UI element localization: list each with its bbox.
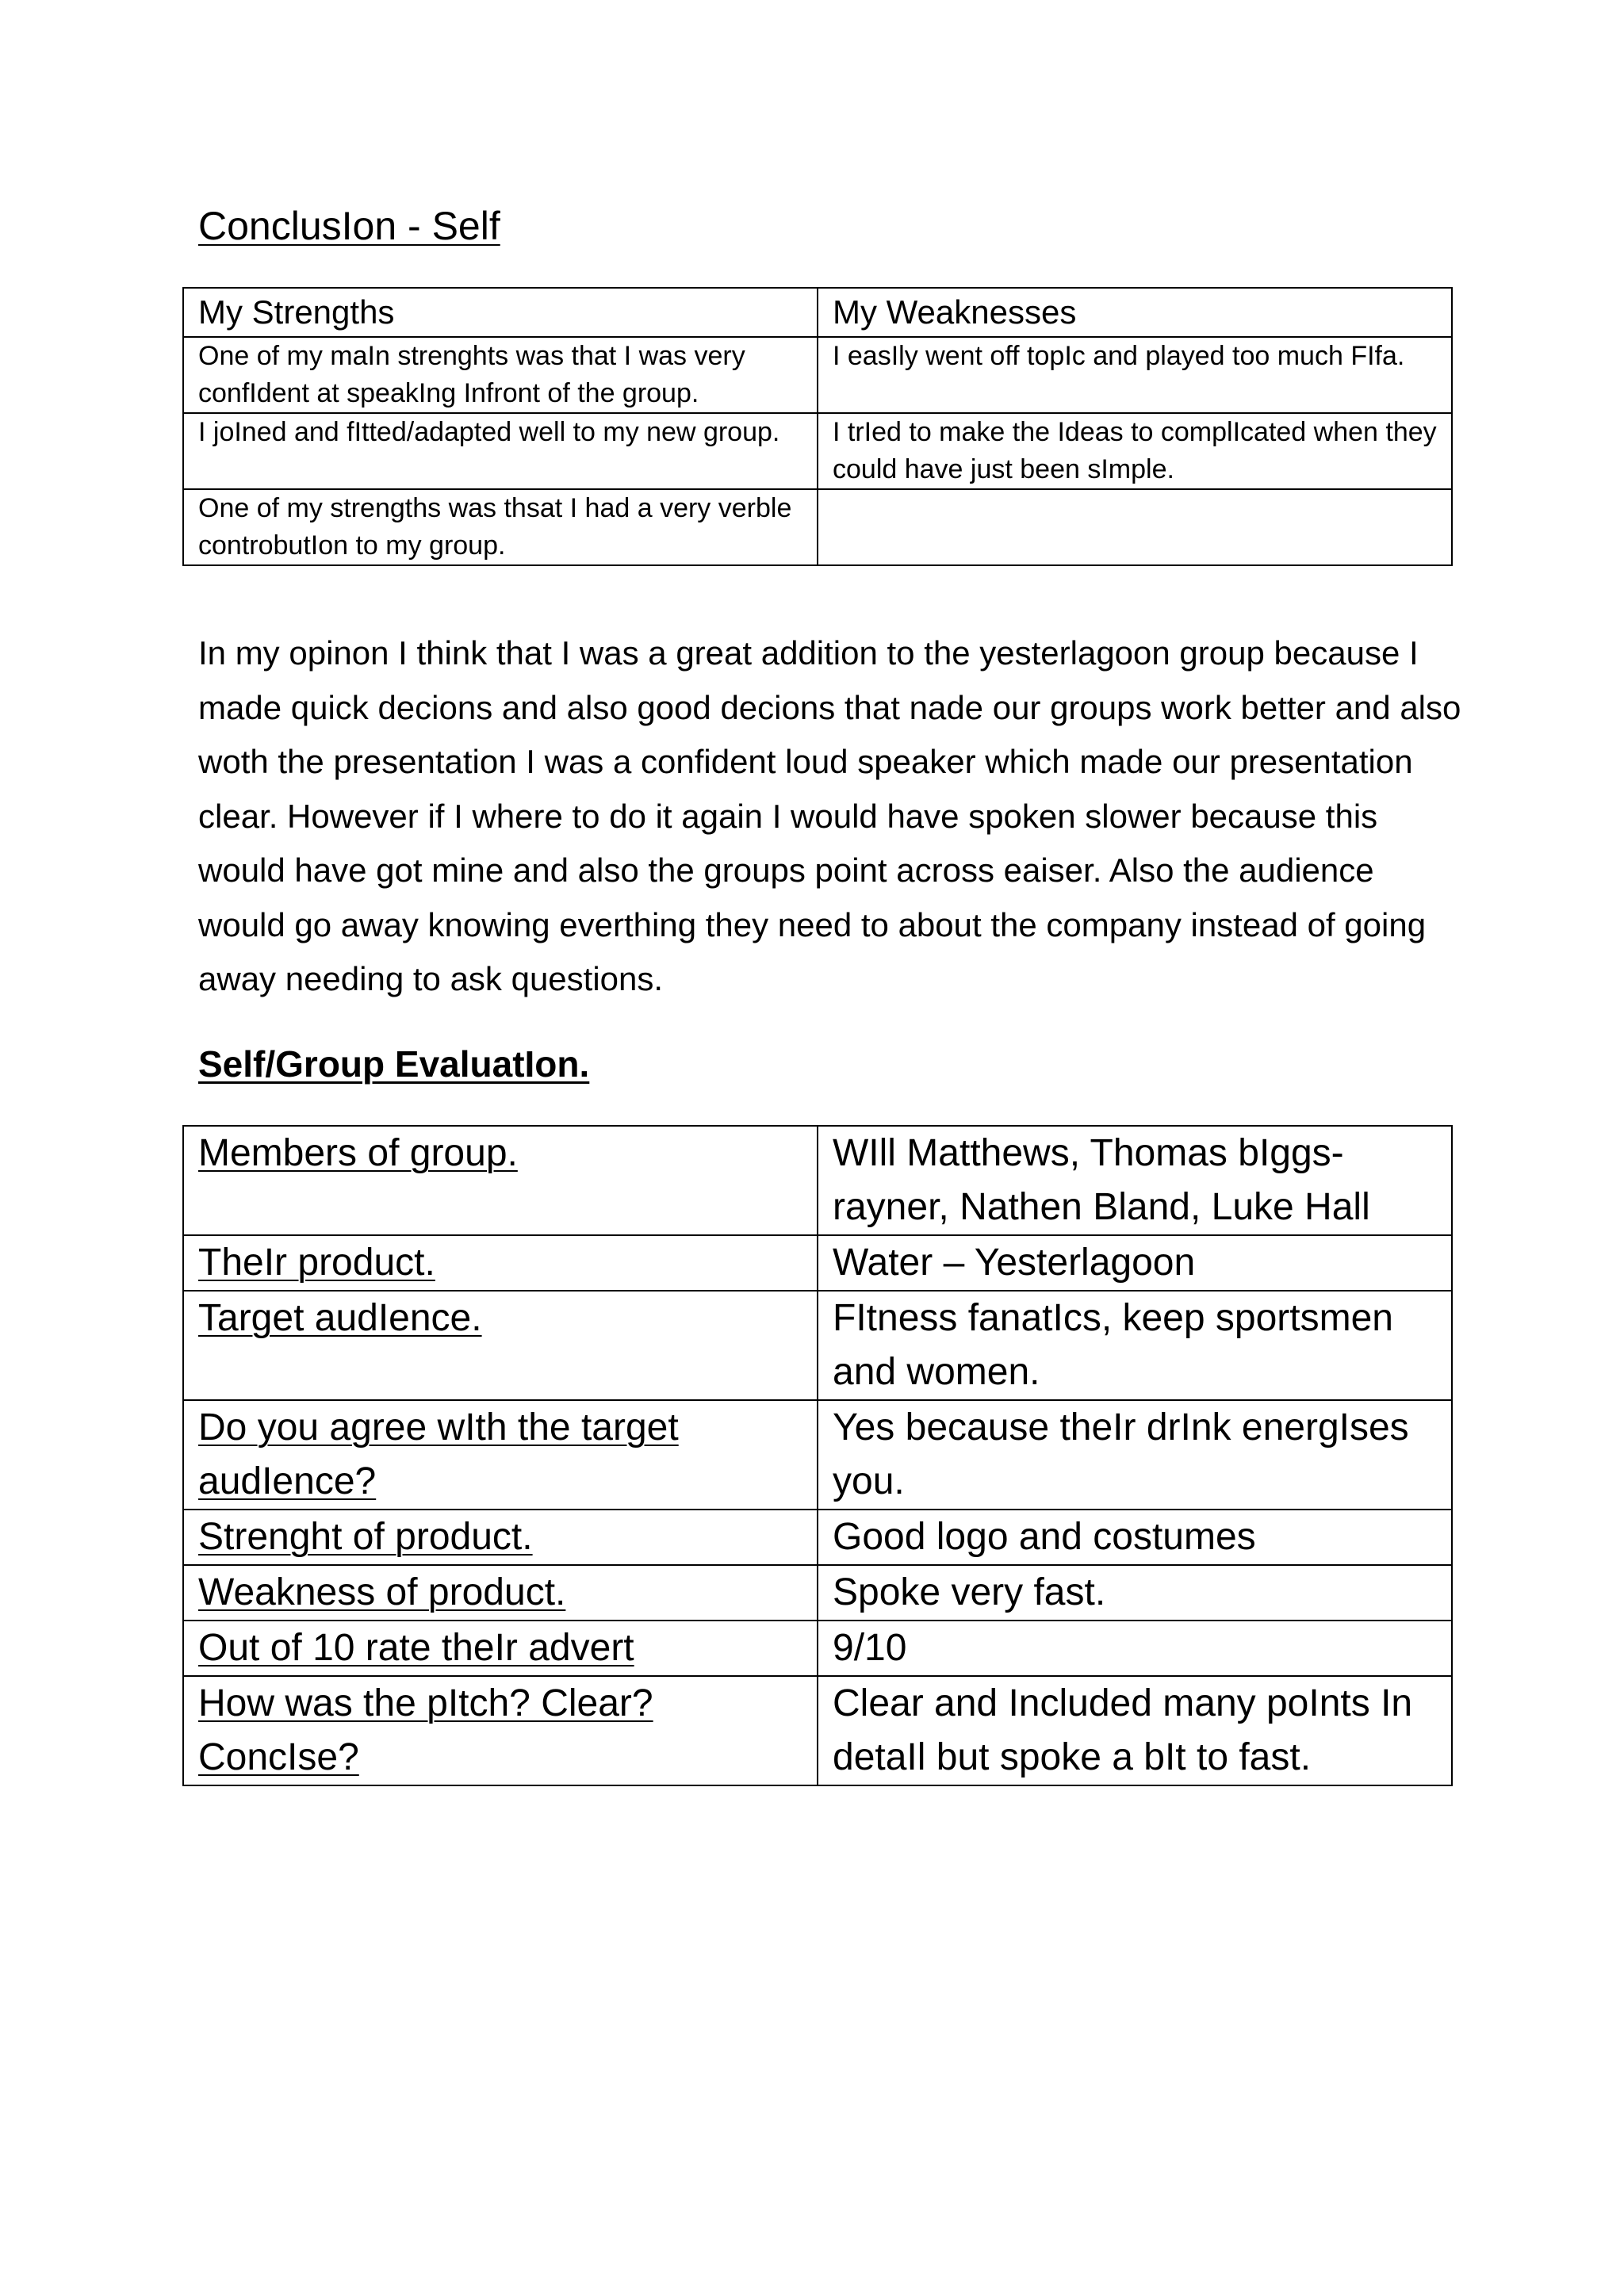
strengths-weaknesses-table [182, 287, 1453, 566]
evaluation-question: Out of 10 rate theIr advert [183, 1621, 818, 1676]
evaluation-question: Do you agree wIth the target audIence? [183, 1400, 818, 1510]
table-row [183, 337, 1452, 413]
evaluation-answer: Clear and Included many poInts In detaIl but spoke a bIt to fast. [818, 1676, 1452, 1785]
strength-cell: I joIned and fItted/adapted well to my new group. [183, 413, 818, 489]
table-row [183, 1510, 1452, 1565]
evaluation-answer: Water – Yesterlagoon [818, 1235, 1452, 1291]
evaluation-question: Target audIence. [183, 1291, 818, 1400]
evaluation-answer: Good logo and costumes [818, 1510, 1452, 1565]
evaluation-question: Members of group. [183, 1126, 818, 1235]
table-row [183, 1126, 1452, 1235]
table-row [183, 1676, 1452, 1785]
evaluation-answer: FItness fanatIcs, keep sportsmen and women. [818, 1291, 1452, 1400]
table-row [183, 1400, 1452, 1510]
table-row [183, 1621, 1452, 1676]
table-row [183, 489, 1452, 565]
group-evaluation-table [182, 1125, 1453, 1786]
evaluation-question: Strenght of product. [183, 1510, 818, 1565]
evaluation-answer: WIll Matthews, Thomas bIggs-rayner, Nathen Bland, Luke Hall [818, 1126, 1452, 1235]
strength-cell: One of my strengths was thsat I had a very verble controbutIon to my group. [183, 489, 818, 565]
weakness-cell [818, 489, 1452, 565]
strength-cell: One of my maIn strenghts was that I was very confIdent at speakIng Infront of the group. [183, 337, 818, 413]
table-row [183, 1235, 1452, 1291]
strengths-header: My Strengths [183, 288, 818, 337]
evaluation-answer: 9/10 [818, 1621, 1452, 1676]
weaknesses-header: My Weaknesses [818, 288, 1452, 337]
table-row [183, 1565, 1452, 1621]
opinion-paragraph: In my opinon I think that I was a great addition to the yesterlagoon group because I made quick decions and also good decions that nade our groups work better and also woth the presentation I was a confident loud speaker which made our presentation clear. However if I where to do it again I would have spoken slower because this would have got mine and also the groups point across eaiser. Also the audience would go away knowing everthing they need to about the company instead of going away needing to ask questions. [198, 634, 1461, 997]
weakness-cell: I trIed to make the Ideas to complIcated when they could have just been sImple. [818, 413, 1452, 489]
evaluation-question: TheIr product. [183, 1235, 818, 1291]
weakness-cell: I easIly went off topIc and played too much FIfa. [818, 337, 1452, 413]
table-header-row [183, 288, 1452, 337]
table-row [183, 413, 1452, 489]
table-row [183, 1291, 1452, 1400]
evaluation-question: Weakness of product. [183, 1565, 818, 1621]
conclusion-title: ConclusIon - Self [198, 204, 500, 248]
evaluation-question: How was the pItch? Clear? ConcIse? [183, 1676, 818, 1785]
evaluation-title: Self/Group EvaluatIon. [198, 1043, 590, 1085]
evaluation-answer: Yes because theIr drInk energIses you. [818, 1400, 1452, 1510]
evaluation-answer: Spoke very fast. [818, 1565, 1452, 1621]
